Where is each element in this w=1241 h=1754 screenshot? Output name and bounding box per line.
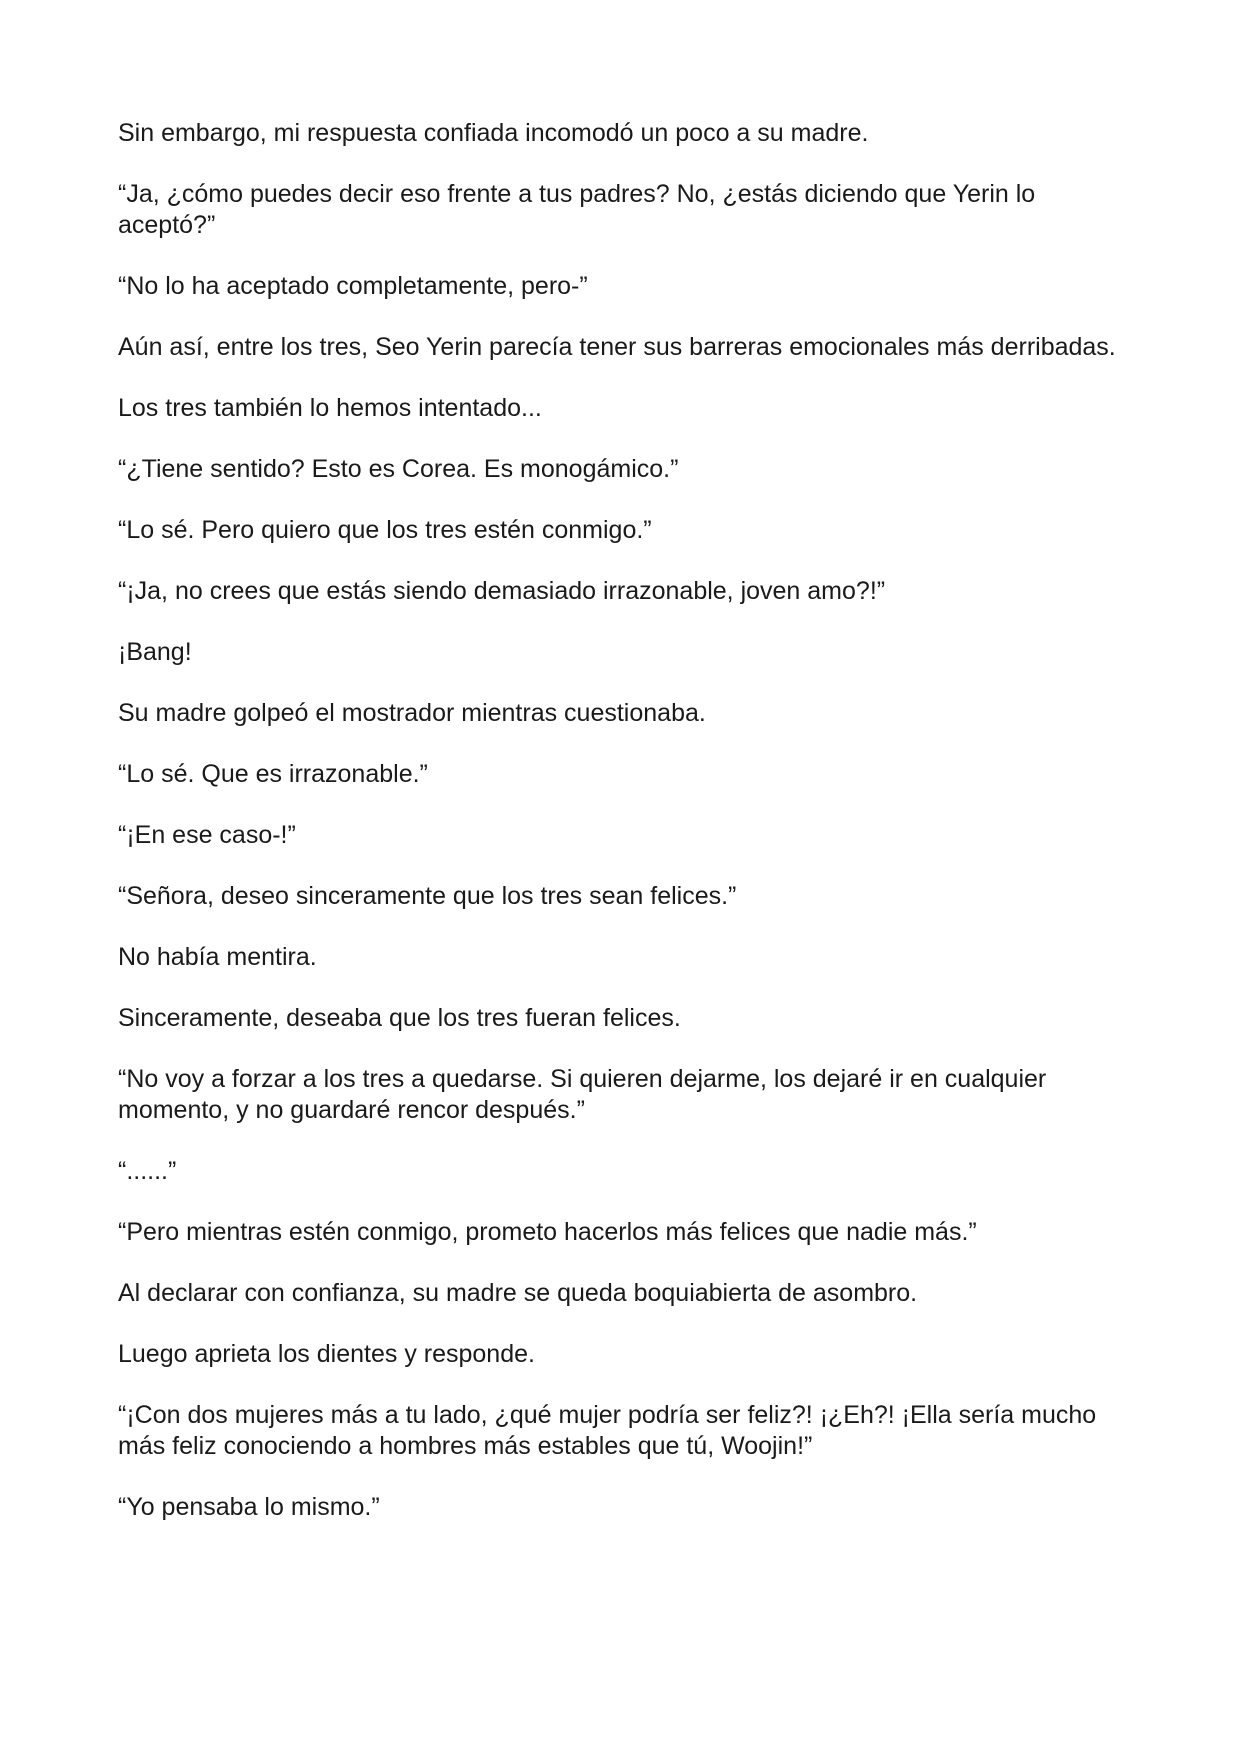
paragraph-19: Al declarar con confianza, su madre se queda boquiabierta de asombro. [118, 1279, 918, 1307]
paragraph-11: “Lo sé. Que es irrazonable.” [118, 760, 428, 788]
paragraph-21: “¡Con dos mujeres más a tu lado, ¿qué mujer podría ser feliz?! ¡¿Eh?! ¡Ella sería mucho más feliz conociendo a hombres más estables que tú, Woojin!” [118, 1401, 1097, 1460]
paragraph-16: “No voy a forzar a los tres a quedarse. Si quieren dejarme, los dejaré ir en cualquier momento, y no guardaré rencor después.” [118, 1065, 1047, 1124]
paragraph-15: Sinceramente, deseaba que los tres fueran felices. [118, 1004, 681, 1032]
paragraph-22: “Yo pensaba lo mismo.” [118, 1493, 380, 1521]
paragraph-3: “No lo ha aceptado completamente, pero-” [118, 272, 588, 300]
paragraph-14: No había mentira. [118, 943, 317, 971]
paragraph-8: “¡Ja, no crees que estás siendo demasiado irrazonable, joven amo?!” [118, 577, 886, 605]
paragraph-18: “Pero mientras estén conmigo, prometo hacerlos más felices que nadie más.” [118, 1218, 977, 1246]
paragraph-2: “Ja, ¿cómo puedes decir eso frente a tus padres? No, ¿estás diciendo que Yerin lo aceptó?” [118, 180, 1036, 239]
paragraph-1: Sin embargo, mi respuesta confiada incomodó un poco a su madre. [118, 119, 869, 147]
paragraph-9: ¡Bang! [118, 638, 192, 666]
document-body [118, 118, 1128, 1553]
paragraph-5: Los tres también lo hemos intentado... [118, 394, 542, 422]
paragraph-10: Su madre golpeó el mostrador mientras cuestionaba. [118, 699, 706, 727]
paragraph-17: “......” [118, 1157, 177, 1185]
paragraph-6: “¿Tiene sentido? Esto es Corea. Es monogámico.” [118, 455, 679, 483]
paragraph-13: “Señora, deseo sinceramente que los tres sean felices.” [118, 882, 737, 910]
paragraph-7: “Lo sé. Pero quiero que los tres estén conmigo.” [118, 516, 652, 544]
paragraph-4: Aún así, entre los tres, Seo Yerin parecía tener sus barreras emocionales más derribadas. [118, 333, 1116, 361]
paragraph-12: “¡En ese caso-!” [118, 821, 296, 849]
paragraph-20: Luego aprieta los dientes y responde. [118, 1340, 535, 1368]
